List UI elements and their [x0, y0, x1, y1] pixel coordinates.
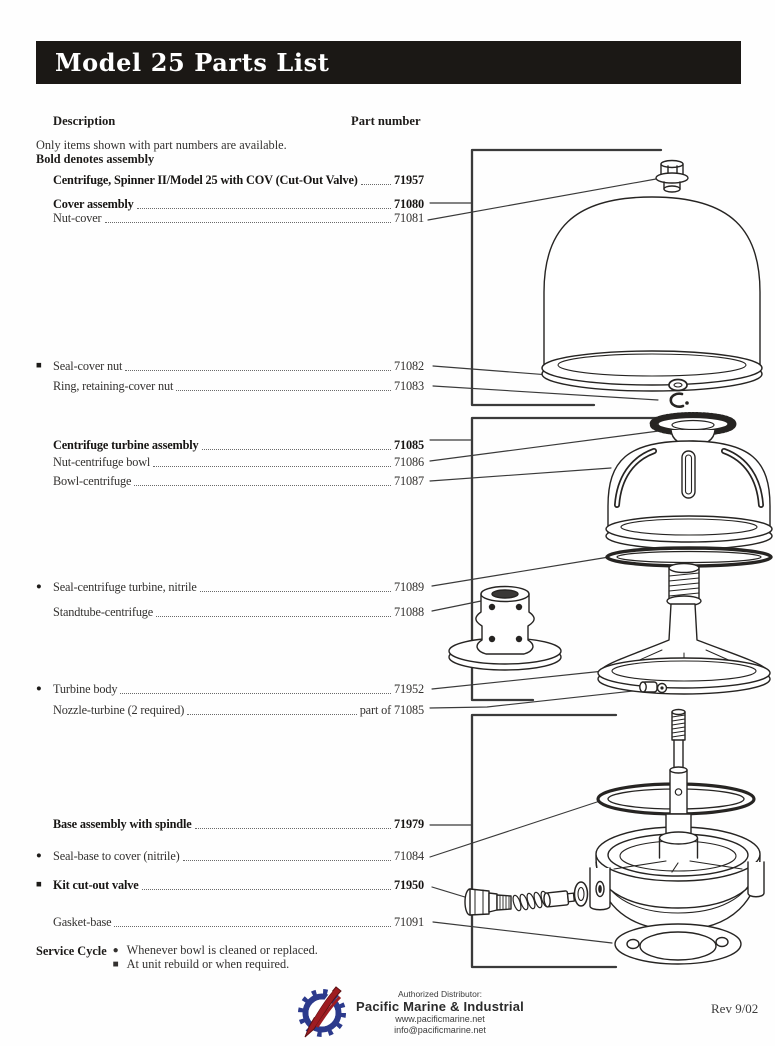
table-row: [36, 378, 424, 394]
row-bullet: ■: [36, 361, 42, 371]
authorized-distributor-label: Authorized Distributor:: [397, 989, 483, 999]
leader-lines: [428, 179, 674, 943]
dotted-leader: [153, 466, 391, 467]
dotted-leader: [120, 693, 391, 694]
table-row: [36, 454, 424, 470]
dotted-leader: [361, 184, 391, 185]
dotted-leader: [195, 828, 391, 829]
cover-part: [542, 197, 762, 391]
dotted-leader: [156, 616, 391, 617]
assembly-bracket-base: [472, 715, 616, 967]
row-description: Ring, retaining-cover nut: [53, 379, 174, 393]
table-row: [36, 681, 424, 697]
table-row: [36, 437, 424, 453]
distributor-block: [352, 989, 528, 1035]
revision-label: Rev 9/02: [711, 1001, 759, 1016]
row-description: Bowl-centrifuge: [53, 474, 132, 488]
row-part-number: 71950: [394, 878, 424, 892]
company-name: Pacific Marine & Industrial: [356, 999, 524, 1014]
table-row: [36, 579, 424, 595]
row-part-number: 71086: [394, 455, 424, 469]
bowl-centrifuge-part: [606, 441, 772, 549]
dotted-leader: [187, 714, 357, 715]
row-description: Seal-cover nut: [53, 359, 123, 373]
row-bullet: ●: [36, 684, 42, 694]
row-part-number: 71952: [394, 682, 424, 696]
row-description: Centrifuge, Spinner II/Model 25 with COV (Cut-Out Valve): [53, 173, 358, 187]
dotted-leader: [105, 222, 392, 223]
dotted-leader: [176, 390, 391, 391]
row-description: Gasket-base: [53, 915, 112, 929]
row-part-number: 71082: [394, 359, 424, 373]
nut-centrifuge-bowl-part: [653, 416, 733, 450]
row-description: Cover assembly: [53, 197, 134, 211]
column-header-description: Description: [53, 114, 116, 128]
dotted-leader: [142, 889, 391, 890]
dotted-leader: [137, 208, 391, 209]
website-text: www.pacificmarine.net: [395, 1014, 485, 1024]
table-row: [36, 702, 424, 718]
dotted-leader: [125, 370, 391, 371]
pacific-marine-logo: [296, 985, 348, 1039]
page-title: Model 25 Parts List: [55, 48, 330, 77]
square-bullet-icon: ■: [112, 958, 119, 970]
row-description: Seal-base to cover (nitrile): [53, 849, 180, 863]
dotted-leader: [134, 485, 391, 486]
row-part-number: 71080: [394, 197, 424, 211]
column-header-part-number: Part number: [351, 114, 421, 128]
table-row: [36, 877, 424, 893]
row-part-number: 71087: [394, 474, 424, 488]
table-row: [36, 172, 424, 188]
service-cycle-note: [36, 944, 318, 971]
gasket-base-flange-part: [615, 924, 741, 964]
row-part-number: 71979: [394, 817, 424, 831]
note-availability: Only items shown with part numbers are available.: [36, 138, 287, 152]
nut-cover-part: [656, 161, 688, 193]
seal-centrifuge-turbine-part: [607, 548, 771, 566]
row-part-number: 71084: [394, 849, 424, 863]
service-cycle-item: At unit rebuild or when required.: [126, 956, 290, 971]
standtube-centrifuge-part: [449, 587, 561, 671]
title-bar: [36, 41, 741, 84]
dotted-leader: [200, 591, 391, 592]
assembly-bracket-cover: [472, 150, 661, 405]
turbine-body-part: [598, 564, 770, 695]
dotted-leader: [183, 860, 391, 861]
row-description: Centrifuge turbine assembly: [53, 438, 199, 452]
row-part-number: 71083: [394, 379, 424, 393]
row-part-number: 71091: [394, 915, 424, 929]
row-description: Nozzle-turbine (2 required): [53, 703, 185, 717]
row-description: Turbine body: [53, 682, 118, 696]
dotted-leader: [114, 926, 391, 927]
circle-bullet-icon: ●: [112, 945, 119, 956]
row-part-number: 71089: [394, 580, 424, 594]
seal-cover-nut-part: [669, 380, 687, 391]
cut-out-valve-kit-part: [465, 882, 588, 915]
seal-base-to-cover-part: [598, 784, 754, 814]
retaining-ring-part: [671, 394, 689, 407]
base-housing-part: [590, 827, 764, 964]
row-description: Seal-centrifuge turbine, nitrile: [53, 580, 197, 594]
service-cycle-label: Service Cycle: [36, 944, 107, 958]
row-part-number: 71085: [394, 438, 424, 452]
row-description: Nut-cover: [53, 211, 102, 225]
base-spindle-part: [660, 710, 698, 859]
table-row: [36, 816, 424, 832]
row-description: Standtube-centrifuge: [53, 605, 154, 619]
row-bullet: ■: [36, 880, 42, 890]
table-row: [36, 210, 424, 226]
assembly-bracket-turbine: [472, 418, 661, 700]
table-row: [36, 848, 424, 864]
row-description: Kit cut-out valve: [53, 878, 139, 892]
service-cycle-item: Whenever bowl is cleaned or replaced.: [126, 943, 318, 957]
nozzle-turbine-part: [640, 682, 667, 693]
row-bullet: ●: [36, 851, 42, 861]
note-bold-assembly: Bold denotes assembly: [36, 152, 155, 166]
row-part-number: 71081: [394, 211, 424, 225]
table-row: [36, 604, 424, 620]
row-part-number: 71957: [394, 173, 424, 187]
dotted-leader: [202, 449, 391, 450]
row-bullet: ●: [36, 582, 42, 592]
table-row: [36, 914, 424, 930]
table-row: [36, 358, 424, 374]
row-part-number: 71088: [394, 605, 424, 619]
row-description: Base assembly with spindle: [53, 817, 192, 831]
email-text: info@pacificmarine.net: [394, 1024, 486, 1035]
row-part-number: part of 71085: [359, 703, 424, 717]
row-description: Nut-centrifuge bowl: [53, 455, 151, 469]
table-row: [36, 473, 424, 489]
